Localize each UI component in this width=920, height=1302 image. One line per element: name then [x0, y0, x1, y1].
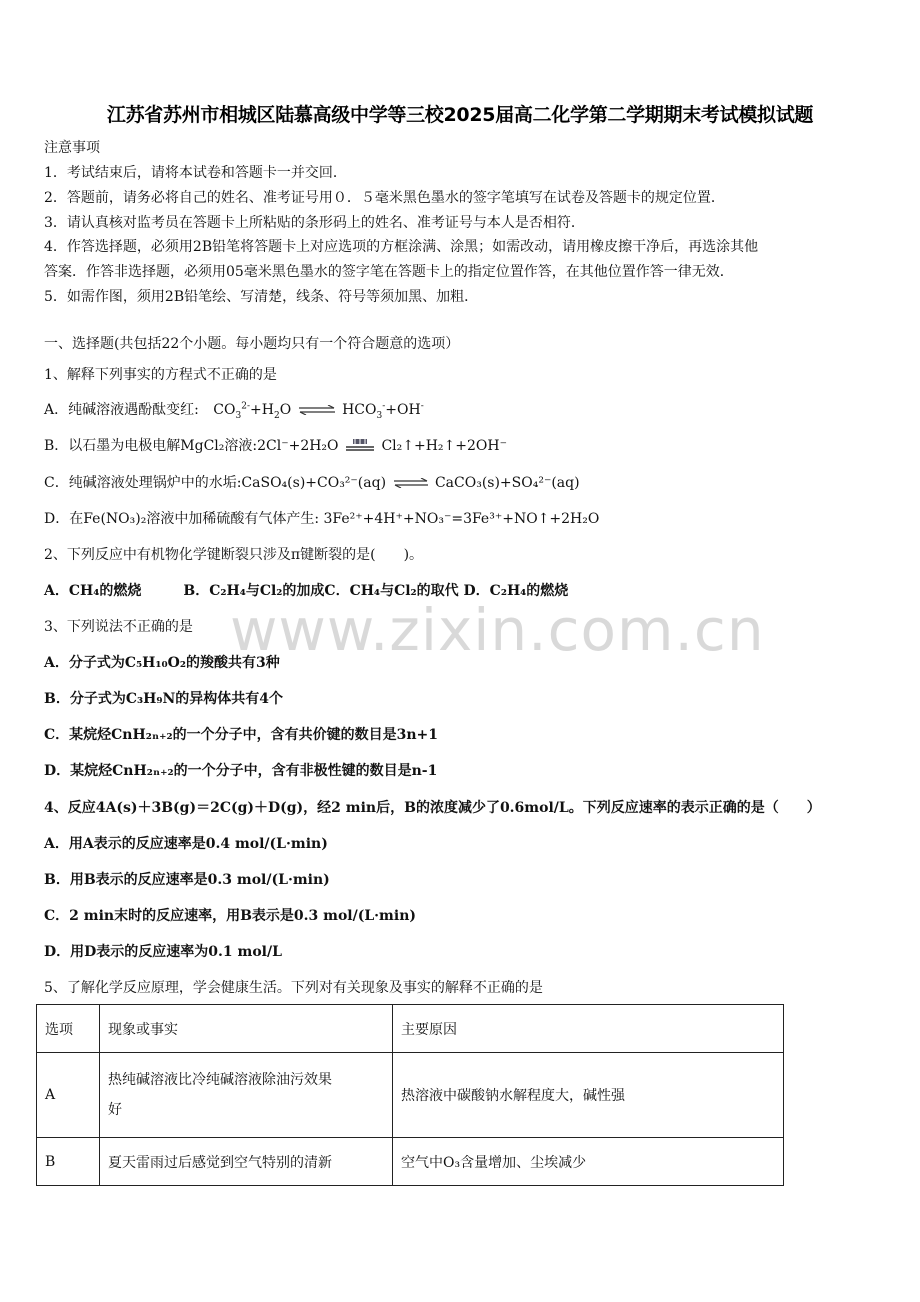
question-4-option-a: A．用A表示的反应速率是0.4 mol/(L·min) [44, 836, 328, 852]
option-b-text: B．以石墨为电极电解MgCl₂溶液:2Cl⁻+2H₂O [44, 438, 339, 454]
option-b-products: Cl₂↑+H₂↑+2OH⁻ [381, 438, 507, 454]
table-header-cell: 主要原因 [393, 1005, 784, 1053]
option-a-rhs [342, 401, 424, 421]
notice-heading: 注意事项 [44, 140, 100, 156]
formula-part: O [279, 402, 292, 418]
question-5-table [36, 1004, 784, 1186]
question-1-stem: 1、解释下列事实的方程式不正确的是 [44, 367, 277, 383]
option-c-products: CaCO₃(s)+SO₄²⁻(aq) [434, 475, 580, 491]
table-cell-fact: 夏天雷雨过后感觉到空气特别的清新 [100, 1138, 393, 1186]
formula-sub: 3 [235, 410, 242, 421]
notice-item: 4．作答选择题，必须用2B铅笔将答题卡上对应选项的方框涂满、涂黑；如需改动，请用橡皮擦干净后，再选涂其他 [44, 239, 759, 255]
table-cell-option: A [37, 1053, 100, 1138]
table-header-cell: 现象或事实 [100, 1005, 393, 1053]
formula-part: +OH [385, 402, 421, 418]
reversible-arrow-icon [298, 405, 336, 415]
option-a-prefix: A．纯碱溶液遇酚酞变红: [44, 402, 199, 418]
page-title: 江苏省苏州市相城区陆慕高级中学等三校2025届高二化学第二学期期末考试模拟试题 [106, 104, 814, 126]
formula-part: HCO [342, 402, 377, 418]
question-4-option-c: C．2 min末时的反应速率，用B表示是0.3 mol/(L·min) [44, 908, 416, 924]
table-header-row [37, 1005, 784, 1053]
formula-sup: 2- [241, 401, 250, 412]
question-4-option-b: B．用B表示的反应速率是0.3 mol/(L·min) [44, 872, 330, 888]
question-5-stem: 5、了解化学反应原理，学会健康生活。下列对有关现象及事实的解释不正确的是 [44, 980, 543, 996]
notice-item: 2．答题前，请务必将自己的姓名、准考证号用０．５毫米黑色墨水的签字笔填写在试卷及答题卡的规定位置． [44, 190, 725, 206]
formula-sup: - [382, 401, 386, 412]
table-cell-reason: 热溶液中碳酸钠水解程度大，碱性强 [393, 1053, 784, 1138]
notice-item: 答案．作答非选择题，必须用05毫米黑色墨水的签字笔在答题卡上的指定位置作答，在其他位置作答一律无效． [44, 264, 734, 280]
question-3-option-d: D．某烷烃CnH₂ₙ₊₂的一个分子中，含有非极性键的数目是n-1 [44, 763, 438, 779]
table-cell-option: B [37, 1138, 100, 1186]
notice-item: 3．请认真核对监考员在答题卡上所粘贴的条形码上的姓名、准考证号与本人是否相符． [44, 215, 585, 231]
question-3-option-b: B．分子式为C₃H₉N的异构体共有4个 [44, 691, 284, 707]
question-1-option-a [44, 399, 424, 421]
reversible-arrow-icon [393, 478, 429, 488]
watermark: www.zixin.com.cn [230, 596, 765, 664]
fact-line: 好 [108, 1102, 122, 1118]
table-header-cell: 选项 [37, 1005, 100, 1053]
question-4-option-d: D．用D表示的反应速率为0.1 mol/L [44, 944, 282, 960]
table-cell-fact [100, 1053, 393, 1138]
formula-part: +H [250, 402, 274, 418]
formula-part: CO [213, 402, 236, 418]
question-2-stem: 2、下列反应中有机物化学键断裂只涉及π键断裂的是( )。 [44, 547, 424, 563]
formula-sub: 2 [273, 410, 280, 421]
question-2-options: A．CH₄的燃烧 B．C₂H₄与Cl₂的加成C．CH₄与Cl₂的取代 D．C₂H₄的燃烧 [44, 583, 569, 599]
formula-sub: 3 [376, 410, 383, 421]
question-4-stem: 4、反应4A(s)＋3B(g)＝2C(g)＋D(g)，经2 min后，B的浓度减少了0.6mol/L。下列反应速率的表示正确的是（ ） [44, 800, 821, 816]
notice-item: 5．如需作图，须用2B铅笔绘、写清楚，线条、符号等须加黑、加粗． [44, 289, 479, 305]
question-1-option-d: D．在Fe(NO₃)₂溶液中加稀硫酸有气体产生: 3Fe²⁺+4H⁺+NO₃⁻=3Fe³⁺+NO↑+2H₂O [44, 511, 600, 527]
electrolysis-arrow-icon [345, 439, 375, 453]
section-heading: 一、选择题(共包括22个小题。每小题均只有一个符合题意的选项） [44, 336, 460, 352]
question-3-stem: 3、下列说法不正确的是 [44, 619, 193, 635]
table-row [37, 1138, 784, 1186]
question-1-option-b [44, 435, 507, 455]
question-1-option-c [44, 472, 580, 492]
question-3-option-c: C．某烷烃CnH₂ₙ₊₂的一个分子中，含有共价键的数目是3n+1 [44, 727, 439, 743]
option-c-text: C．纯碱溶液处理锅炉中的水垢:CaSO₄(s)+CO₃²⁻(aq) [44, 475, 387, 491]
question-3-option-a: A．分子式为C₅H₁₀O₂的羧酸共有3种 [44, 655, 280, 671]
formula-sup: - [420, 401, 424, 412]
fact-line: 热纯碱溶液比冷纯碱溶液除油污效果 [108, 1072, 332, 1088]
table-cell-reason: 空气中O₃含量增加、尘埃减少 [393, 1138, 784, 1186]
option-a-lhs [213, 401, 292, 421]
notice-item: 1．考试结束后，请将本试卷和答题卡一并交回． [44, 165, 347, 181]
table-row [37, 1053, 784, 1138]
